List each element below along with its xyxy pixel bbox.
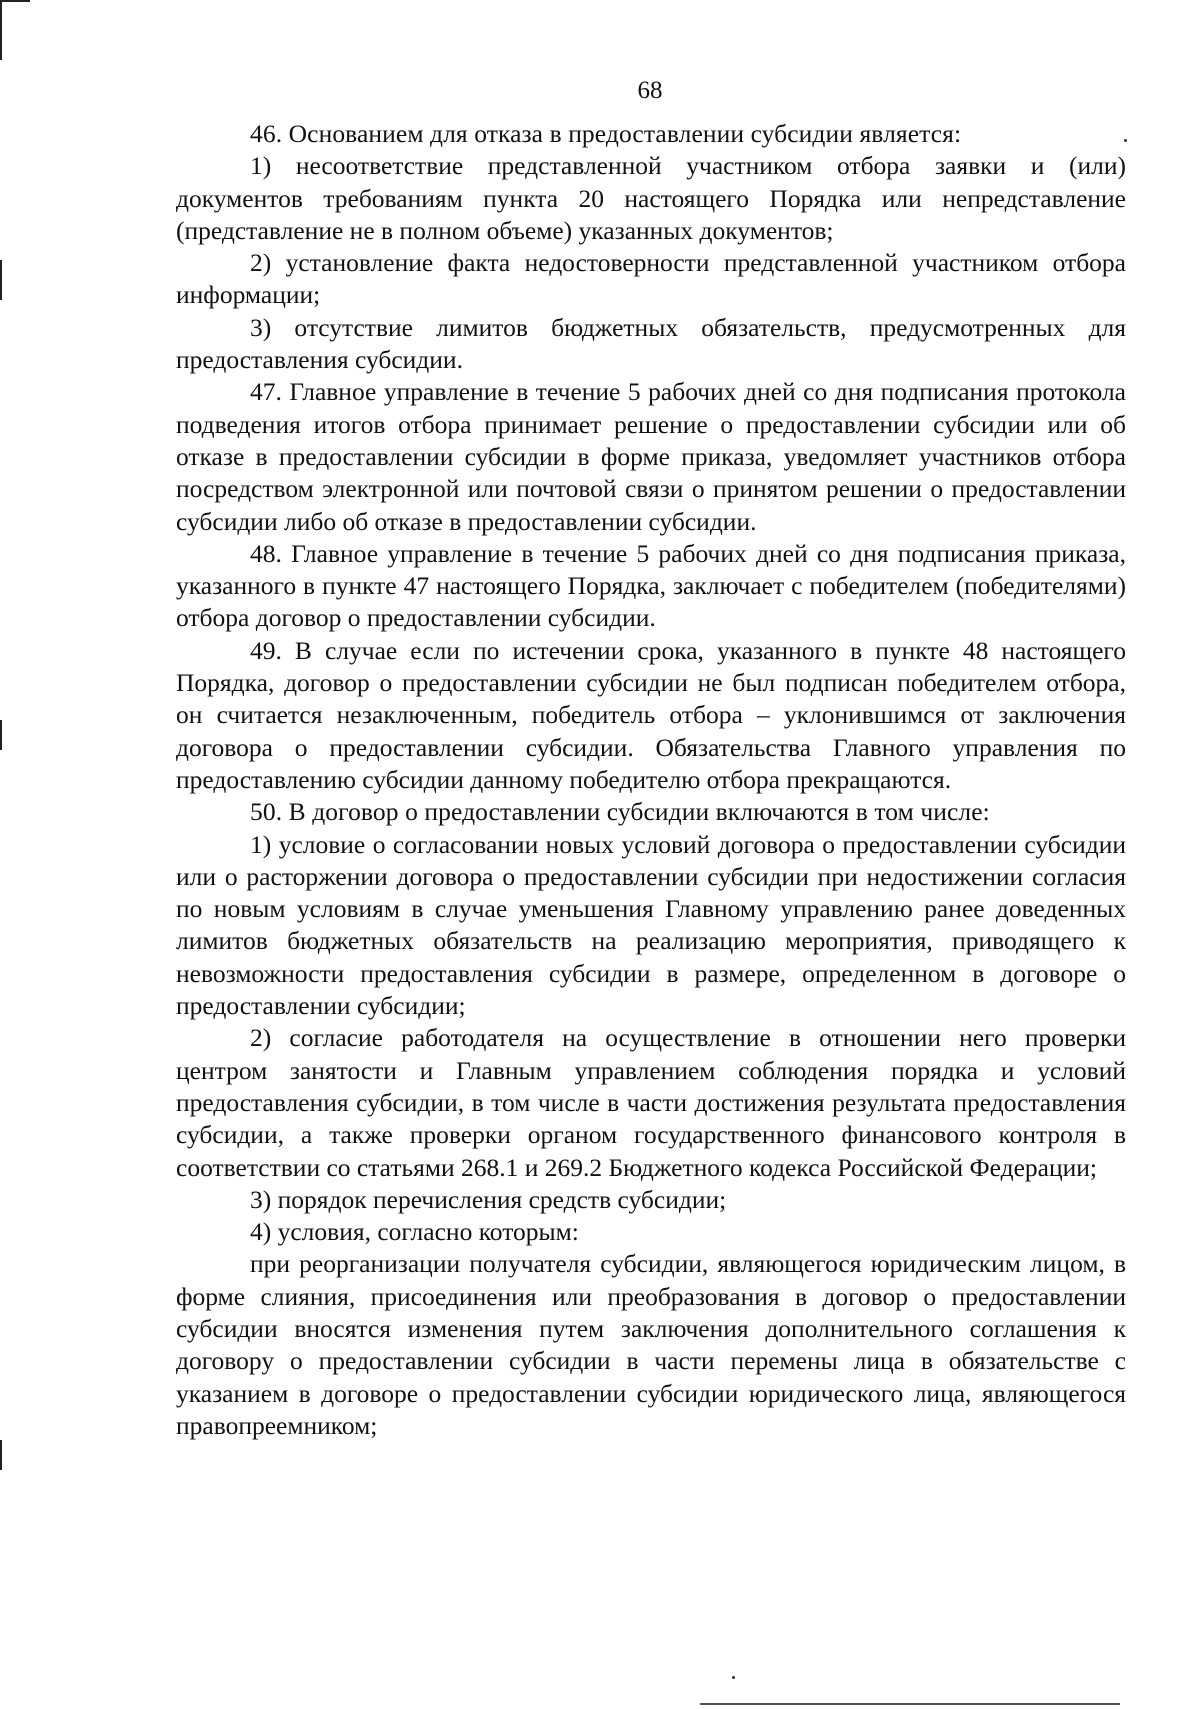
paragraph-50-item-4-subclause: при реорганизации получателя субсидии, являющегося юридическим лицом, в форме слияния, присоединения или преобразования в договор о предоставлении субсидии вносятся изменения путем заключения дополнительного соглашения к договору о предоставлении субсидии в части перемены лица в обязательстве с указанием в договоре о предоставлении субсидии юридического лица, являющегося правопреемником; [176, 1249, 1126, 1440]
paragraph-50-item-1: 1) условие о согласовании новых условий договора о предоставлении субсидии или о расторжении договора о предоставлении субсидии при недостижении согласия по новым условиям в случае уменьшения Главному управлению ранее доведенных лимитов бюджетных обязательств на реализацию мероприятия, приводящего к невозможности предоставления субсидии в размере, определенном в договоре о предоставлении субсидии; [176, 829, 1126, 1021]
paragraph-48: 48. Главное управление в течение 5 рабочих дней со дня подписания приказа, указанного в пункте 47 настоящего Порядка, заключает с победителем (победителями) отбора договор о предоставлении субсидии. [176, 538, 1126, 633]
paragraph-46: 46. Основанием для отказа в предоставлении субсидии является: [250, 119, 962, 148]
paragraph-50-item-4: 4) условия, согласно которым: [250, 1217, 579, 1247]
paragraph-46-item-3: 3) отсутствие лимитов бюджетных обязательств, предусмотренных для предоставления субсидии. [176, 312, 1126, 375]
paragraph-46-item-1: 1) несоответствие представленной участником отбора заявки и (или) документов требованиям пункта 20 настоящего Порядка или непредставление (представление не в полном объеме) указанных документов; [176, 151, 1126, 245]
paragraph-47: 47. Главное управление в течение 5 рабочих дней со дня подписания протокола подведения итогов отбора принимает решение о предоставлении субсидии или об отказе в предоставлении субсидии в форме приказа, уведомляет участников отбора посредством электронной или почтовой связи о принятом решении о предоставлении субсидии либо об отказе в предоставлении субсидии. [176, 377, 1126, 536]
scan-edge-mark [0, 0, 30, 2]
scan-bottom-line [700, 1703, 1120, 1705]
document-body [176, 118, 1126, 1442]
scan-edge-mark [0, 720, 2, 750]
paragraph-46-item-2: 2) установление факта недостоверности представленной участником отбора информации; [176, 248, 1126, 310]
paragraph-50-item-3: 3) порядок перечисления средств субсидии; [250, 1184, 727, 1214]
paragraph-50-item-2: 2) согласие работодателя на осуществление в отношении него проверки центром занятости и Главным управлением соблюдения порядка и условий предоставления субсидии, в том числе в части достижения результата предоставления субсидии, а также проверки органом государственного финансового контроля в соответствии со статьями 268.1 и 269.2 Бюджетного кодекса Российской Федерации; [176, 1023, 1126, 1182]
scan-edge-mark [0, 1440, 2, 1470]
scan-edge-mark [0, 260, 2, 300]
scan-edge-mark [0, 0, 2, 60]
scan-speck [732, 1676, 735, 1679]
paragraph-50: 50. В договор о предоставлении субсидии включаются в том числе: [250, 797, 990, 827]
page-number: 68 [637, 77, 663, 104]
paragraph-49: 49. В случае если по истечении срока, указанного в пункте 48 настоящего Порядка, договор о предоставлении субсидии не был подписан победителем отбора, он считается незаключенным, победитель отбора – уклонившимся от заключения договора о предоставлении субсидии. Обязательства Главного управления по предоставлению субсидии данному победителю отбора прекращаются. [176, 635, 1126, 794]
